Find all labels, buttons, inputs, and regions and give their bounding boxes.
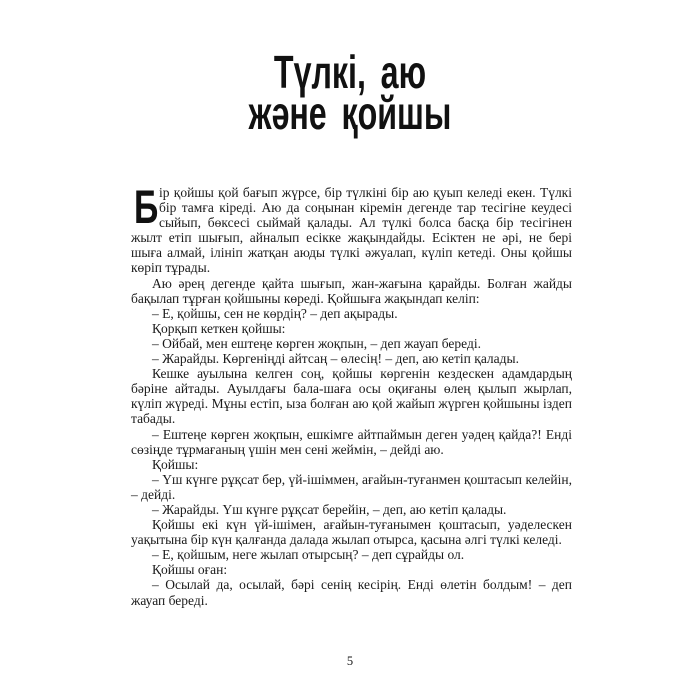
paragraph-opening xyxy=(131,180,572,276)
drop-cap: Б xyxy=(134,180,159,233)
paragraph: Кешке ауылына келген соң, қойшы көргенін кездескен адамдардың бәріне айтады. Ауылдағы бала-шаға осы оқиғаны өлең қылып жырлап, күліп жүреді. Мұны естіп, ыза болған аю қой жайып жүрген қойшыны іздеп табады. xyxy=(131,366,572,427)
dialogue-line: – Жарайды. Үш күнге рұқсат берейін, – деп, аю кетіп қалады. xyxy=(152,501,507,517)
dialogue-line: – Осылай да, осылай, бәрі сенің кесірің. Енді өлетін болдым! – деп жауап береді. xyxy=(131,577,572,608)
title-line-1: Түлкі, аю xyxy=(273,46,427,98)
paragraph: Қорқып кеткен қойшы: xyxy=(152,320,286,336)
page-number: 5 xyxy=(346,654,354,668)
paragraph: Қойшы екі күн үй-ішімен, ағайын-туғанымен қоштасып, уәделескен уақытына бір күн қалғанда далада жылап отырса, қасына әлгі түлкі келеді. xyxy=(131,517,572,548)
drop-cap-spacer xyxy=(131,185,159,216)
dialogue-line: – Жарайды. Көргеніңді айтсаң – өлесің! – деп, аю кетіп қалады. xyxy=(152,351,519,367)
paragraph: Қойшы: xyxy=(152,456,199,472)
dialogue-line: – Ойбай, мен ештеңе көрген жоқпын, – деп жауап береді. xyxy=(152,335,481,351)
paragraph: Қойшы оған: xyxy=(152,562,228,578)
dialogue-line: – Үш күнге рұқсат бер, үй-ішіммен, ағайын-туғанмен қоштасып келейін, – дейді. xyxy=(131,471,572,502)
story-text xyxy=(131,180,572,608)
title-line-2: және қойшы xyxy=(248,87,452,139)
dialogue-line: – Е, қойшы, сен не көрдің? – деп ақырады. xyxy=(152,305,398,321)
paragraph: Аю әрең дегенде қайта шығып, жан-жағына қарайды. Болған жайды бақылап тұрған қойшыны көреді. Қойшыға жақындап келіп: xyxy=(131,275,572,306)
dialogue-line: – Ештеңе көрген жоқпын, ешкімге айтпаймын деген уәдең қайда?! Енді сөзіңде тұрмағаның үшін мен сені жеймін, – дейді аю. xyxy=(131,426,572,457)
dialogue-line: – Е, қойшым, неге жылап отырсың? – деп сұрайды ол. xyxy=(152,547,465,563)
page-title xyxy=(0,46,700,139)
paragraph-opening-text: ір қойшы қой бағып жүрсе, бір түлкіні бір аю қуып келеді екен. Түлкі бір тамға кіреді. Аю да соңынан кіремін дегенде тар тесігіне кеудесі сыйып, бөксесі сыймай қалады. Ал түлкі болса басқа бір тесігінен жылт етіп шығып, айналып есікке жақындайды. Есіктен не әрі, не бері шыға алмай, ілініп жатқан аюды түлкі әжуалап, күліп кетеді. Оны қойшы көріп тұрады. xyxy=(131,185,572,276)
